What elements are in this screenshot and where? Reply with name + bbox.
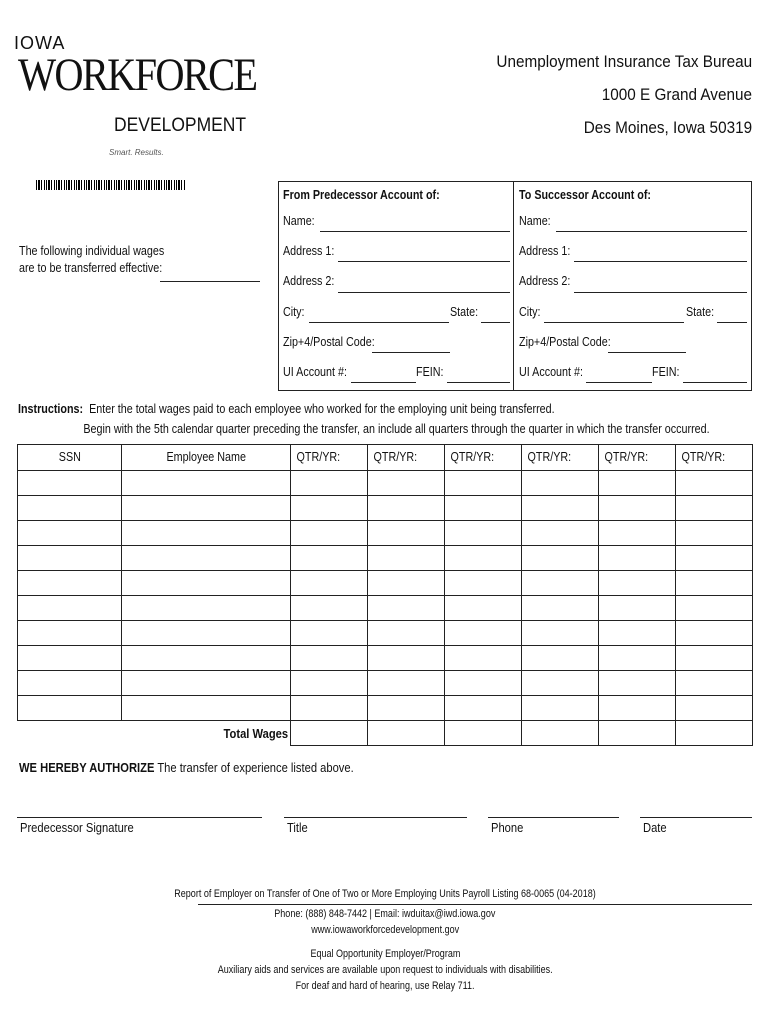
successor-fein-field[interactable] [683,382,747,383]
table-row [18,546,753,571]
ssn-cell[interactable] [18,521,122,546]
wage-cell[interactable] [522,596,599,621]
wage-cell[interactable] [368,496,445,521]
employee-name-cell[interactable] [122,596,291,621]
phone-field[interactable] [488,817,619,818]
predecessor-ui-account-field[interactable] [351,382,416,383]
successor-name-field[interactable] [556,231,747,232]
qtr-header: QTR/YR: [522,445,599,471]
effective-line2: are to be transferred effective: [19,261,163,275]
wage-cell[interactable] [599,696,676,721]
wage-cell[interactable] [522,496,599,521]
employee-name-header: Employee Name [122,445,291,471]
ssn-cell[interactable] [18,471,122,496]
effective-date-field[interactable] [160,281,260,282]
wage-cell[interactable] [599,646,676,671]
logo-development: DEVELOPMENT [114,115,247,136]
successor-state-label: State: [686,305,715,319]
phone-label: Phone [491,820,524,835]
wage-cell[interactable] [522,646,599,671]
wage-cell[interactable] [522,471,599,496]
predecessor-zip-label: Zip+4/Postal Code: [283,335,375,349]
wage-cell[interactable] [291,621,368,646]
wage-cell[interactable] [676,471,753,496]
wage-cell[interactable] [445,621,522,646]
table-row [18,621,753,646]
wage-cell[interactable] [445,496,522,521]
wage-cell[interactable] [676,646,753,671]
successor-state-field[interactable] [717,322,747,323]
wage-cell[interactable] [291,596,368,621]
wage-cell[interactable] [522,521,599,546]
wage-cell[interactable] [291,521,368,546]
instructions-label: Instructions: [18,402,84,416]
employee-name-cell[interactable] [122,471,291,496]
account-box-divider [513,181,514,391]
wage-cell[interactable] [676,496,753,521]
table-row [18,471,753,496]
wage-cell[interactable] [599,621,676,646]
wage-cell[interactable] [291,646,368,671]
wage-cell[interactable] [676,596,753,621]
wage-cell[interactable] [291,546,368,571]
successor-address2-label: Address 2: [519,274,571,288]
employee-name-cell[interactable] [122,546,291,571]
employee-name-cell[interactable] [122,496,291,521]
eeo-line2: Auxiliary aids and services are available upon request to individuals with disabilities. [217,964,553,976]
successor-city-label: City: [519,305,541,319]
table-row [18,596,753,621]
predecessor-ui-account-label: UI Account #: [283,365,347,379]
eeo-line1: Equal Opportunity Employer/Program [310,948,460,960]
wage-cell[interactable] [445,696,522,721]
wage-cell[interactable] [368,571,445,596]
predecessor-address2-label: Address 2: [283,274,335,288]
predecessor-city-field[interactable] [309,322,449,323]
bureau-street: 1000 E Grand Avenue [601,85,752,104]
predecessor-zip-field[interactable] [372,352,450,353]
bureau-name: Unemployment Insurance Tax Bureau [496,52,752,71]
qtr-header: QTR/YR: [368,445,445,471]
wage-cell[interactable] [676,546,753,571]
wage-cell[interactable] [676,671,753,696]
wage-cell[interactable] [368,521,445,546]
predecessor-signature-label: Predecessor Signature [20,820,134,835]
wage-cell[interactable] [445,471,522,496]
wage-cell[interactable] [445,571,522,596]
qtr-header: QTR/YR: [599,445,676,471]
table-row [18,521,753,546]
predecessor-fein-label: FEIN: [416,365,444,379]
predecessor-signature-field[interactable] [17,817,262,818]
successor-name-label: Name: [519,214,551,228]
barcode [36,180,186,190]
footer-divider [198,904,752,905]
wage-cell[interactable] [599,471,676,496]
wage-cell[interactable] [599,521,676,546]
employee-name-cell[interactable] [122,621,291,646]
wage-cell[interactable] [522,571,599,596]
effective-text [19,243,164,277]
wage-cell[interactable] [676,521,753,546]
predecessor-address2-field[interactable] [338,292,510,293]
instructions [18,399,710,439]
wage-cell[interactable] [368,621,445,646]
predecessor-state-label: State: [450,305,479,319]
wage-cell[interactable] [368,471,445,496]
predecessor-name-field[interactable] [320,231,510,232]
total-wages-cell[interactable] [676,721,753,746]
ssn-cell[interactable] [18,696,122,721]
wage-cell[interactable] [599,671,676,696]
title-label: Title [287,820,308,835]
date-label: Date [643,820,667,835]
date-field[interactable] [640,817,752,818]
qtr-header: QTR/YR: [676,445,753,471]
wage-cell[interactable] [676,571,753,596]
ssn-cell[interactable] [18,571,122,596]
qtr-header: QTR/YR: [291,445,368,471]
wage-cell[interactable] [445,596,522,621]
table-row [18,646,753,671]
total-wages-cell[interactable] [368,721,445,746]
predecessor-fein-field[interactable] [447,382,510,383]
successor-address1-label: Address 1: [519,244,571,258]
wage-cell[interactable] [522,621,599,646]
contact-info: Phone: (888) 848-7442 | Email: iwduitax@iwd.iowa.gov [274,908,496,920]
total-wages-cell[interactable] [291,721,368,746]
wage-cell[interactable] [368,596,445,621]
total-wages-row [18,721,753,746]
website: www.iowaworkforcedevelopment.gov [311,924,459,936]
predecessor-address1-field[interactable] [338,261,510,262]
wage-cell[interactable] [445,646,522,671]
wage-cell[interactable] [368,696,445,721]
predecessor-state-field[interactable] [481,322,510,323]
predecessor-address1-label: Address 1: [283,244,335,258]
table-row [18,496,753,521]
successor-address2-field[interactable] [574,292,747,293]
employee-name-cell[interactable] [122,696,291,721]
wage-cell[interactable] [291,696,368,721]
wage-cell[interactable] [599,546,676,571]
employee-name-cell[interactable] [122,521,291,546]
authorize-text: The transfer of experience listed above. [154,760,354,775]
total-wages-label: Total Wages [223,725,288,741]
wage-cell[interactable] [522,671,599,696]
ssn-header: SSN [18,445,122,471]
employee-name-cell[interactable] [122,646,291,671]
successor-zip-label: Zip+4/Postal Code: [519,335,611,349]
ssn-cell[interactable] [18,546,122,571]
ssn-cell[interactable] [18,646,122,671]
table-row [18,671,753,696]
wages-table [17,444,753,746]
predecessor-name-label: Name: [283,214,315,228]
logo-iowa: IOWA [14,33,66,53]
total-wages-cell[interactable] [599,721,676,746]
wage-cell[interactable] [522,696,599,721]
wage-cell[interactable] [676,621,753,646]
qtr-header: QTR/YR: [445,445,522,471]
wage-cell[interactable] [291,671,368,696]
employee-name-cell[interactable] [122,571,291,596]
wages-table-header [18,445,753,471]
form-title: Report of Employer on Transfer of One of Two or More Employing Units Payroll Listing 68-0065 (04-2018) [174,888,596,900]
successor-address1-field[interactable] [574,261,747,262]
successor-heading: To Successor Account of: [519,188,652,202]
bureau-city: Des Moines, Iowa 50319 [583,118,752,137]
wage-cell[interactable] [291,471,368,496]
wage-cell[interactable] [676,696,753,721]
title-field[interactable] [284,817,467,818]
employee-name-cell[interactable] [122,671,291,696]
wage-cell[interactable] [368,646,445,671]
predecessor-city-label: City: [283,305,305,319]
successor-ui-account-label: UI Account #: [519,365,583,379]
logo-workforce: WORKFORCE [18,49,257,101]
successor-city-field[interactable] [544,322,684,323]
table-row [18,571,753,596]
ssn-cell[interactable] [18,671,122,696]
logo-tagline: Smart. Results. [109,148,164,157]
successor-zip-field[interactable] [608,352,686,353]
account-box [278,181,752,391]
wage-cell[interactable] [599,496,676,521]
wage-cell[interactable] [599,596,676,621]
authorize-bold: WE HEREBY AUTHORIZE [19,760,155,775]
wage-cell[interactable] [291,496,368,521]
authorization-statement [19,760,354,775]
wage-cell[interactable] [291,571,368,596]
predecessor-heading: From Predecessor Account of: [283,188,440,202]
instructions-line1: Enter the total wages paid to each employee who worked for the employing unit being transferred. [89,402,555,416]
wage-cell[interactable] [522,546,599,571]
successor-ui-account-field[interactable] [586,382,652,383]
ssn-cell[interactable] [18,596,122,621]
ssn-cell[interactable] [18,621,122,646]
table-row [18,696,753,721]
effective-line1: The following individual wages [19,244,165,258]
wage-cell[interactable] [445,521,522,546]
wage-cell[interactable] [445,546,522,571]
wage-cell[interactable] [599,571,676,596]
total-wages-cell[interactable] [445,721,522,746]
successor-fein-label: FEIN: [652,365,680,379]
wage-cell[interactable] [445,671,522,696]
wage-cell[interactable] [368,546,445,571]
ssn-cell[interactable] [18,496,122,521]
instructions-line2: Begin with the 5th calendar quarter preceding the transfer, an include all quarters through the quarter in which the transfer occurred. [83,422,710,436]
total-wages-cell[interactable] [522,721,599,746]
wage-cell[interactable] [368,671,445,696]
eeo-line3: For deaf and hard of hearing, use Relay 711. [295,980,475,992]
